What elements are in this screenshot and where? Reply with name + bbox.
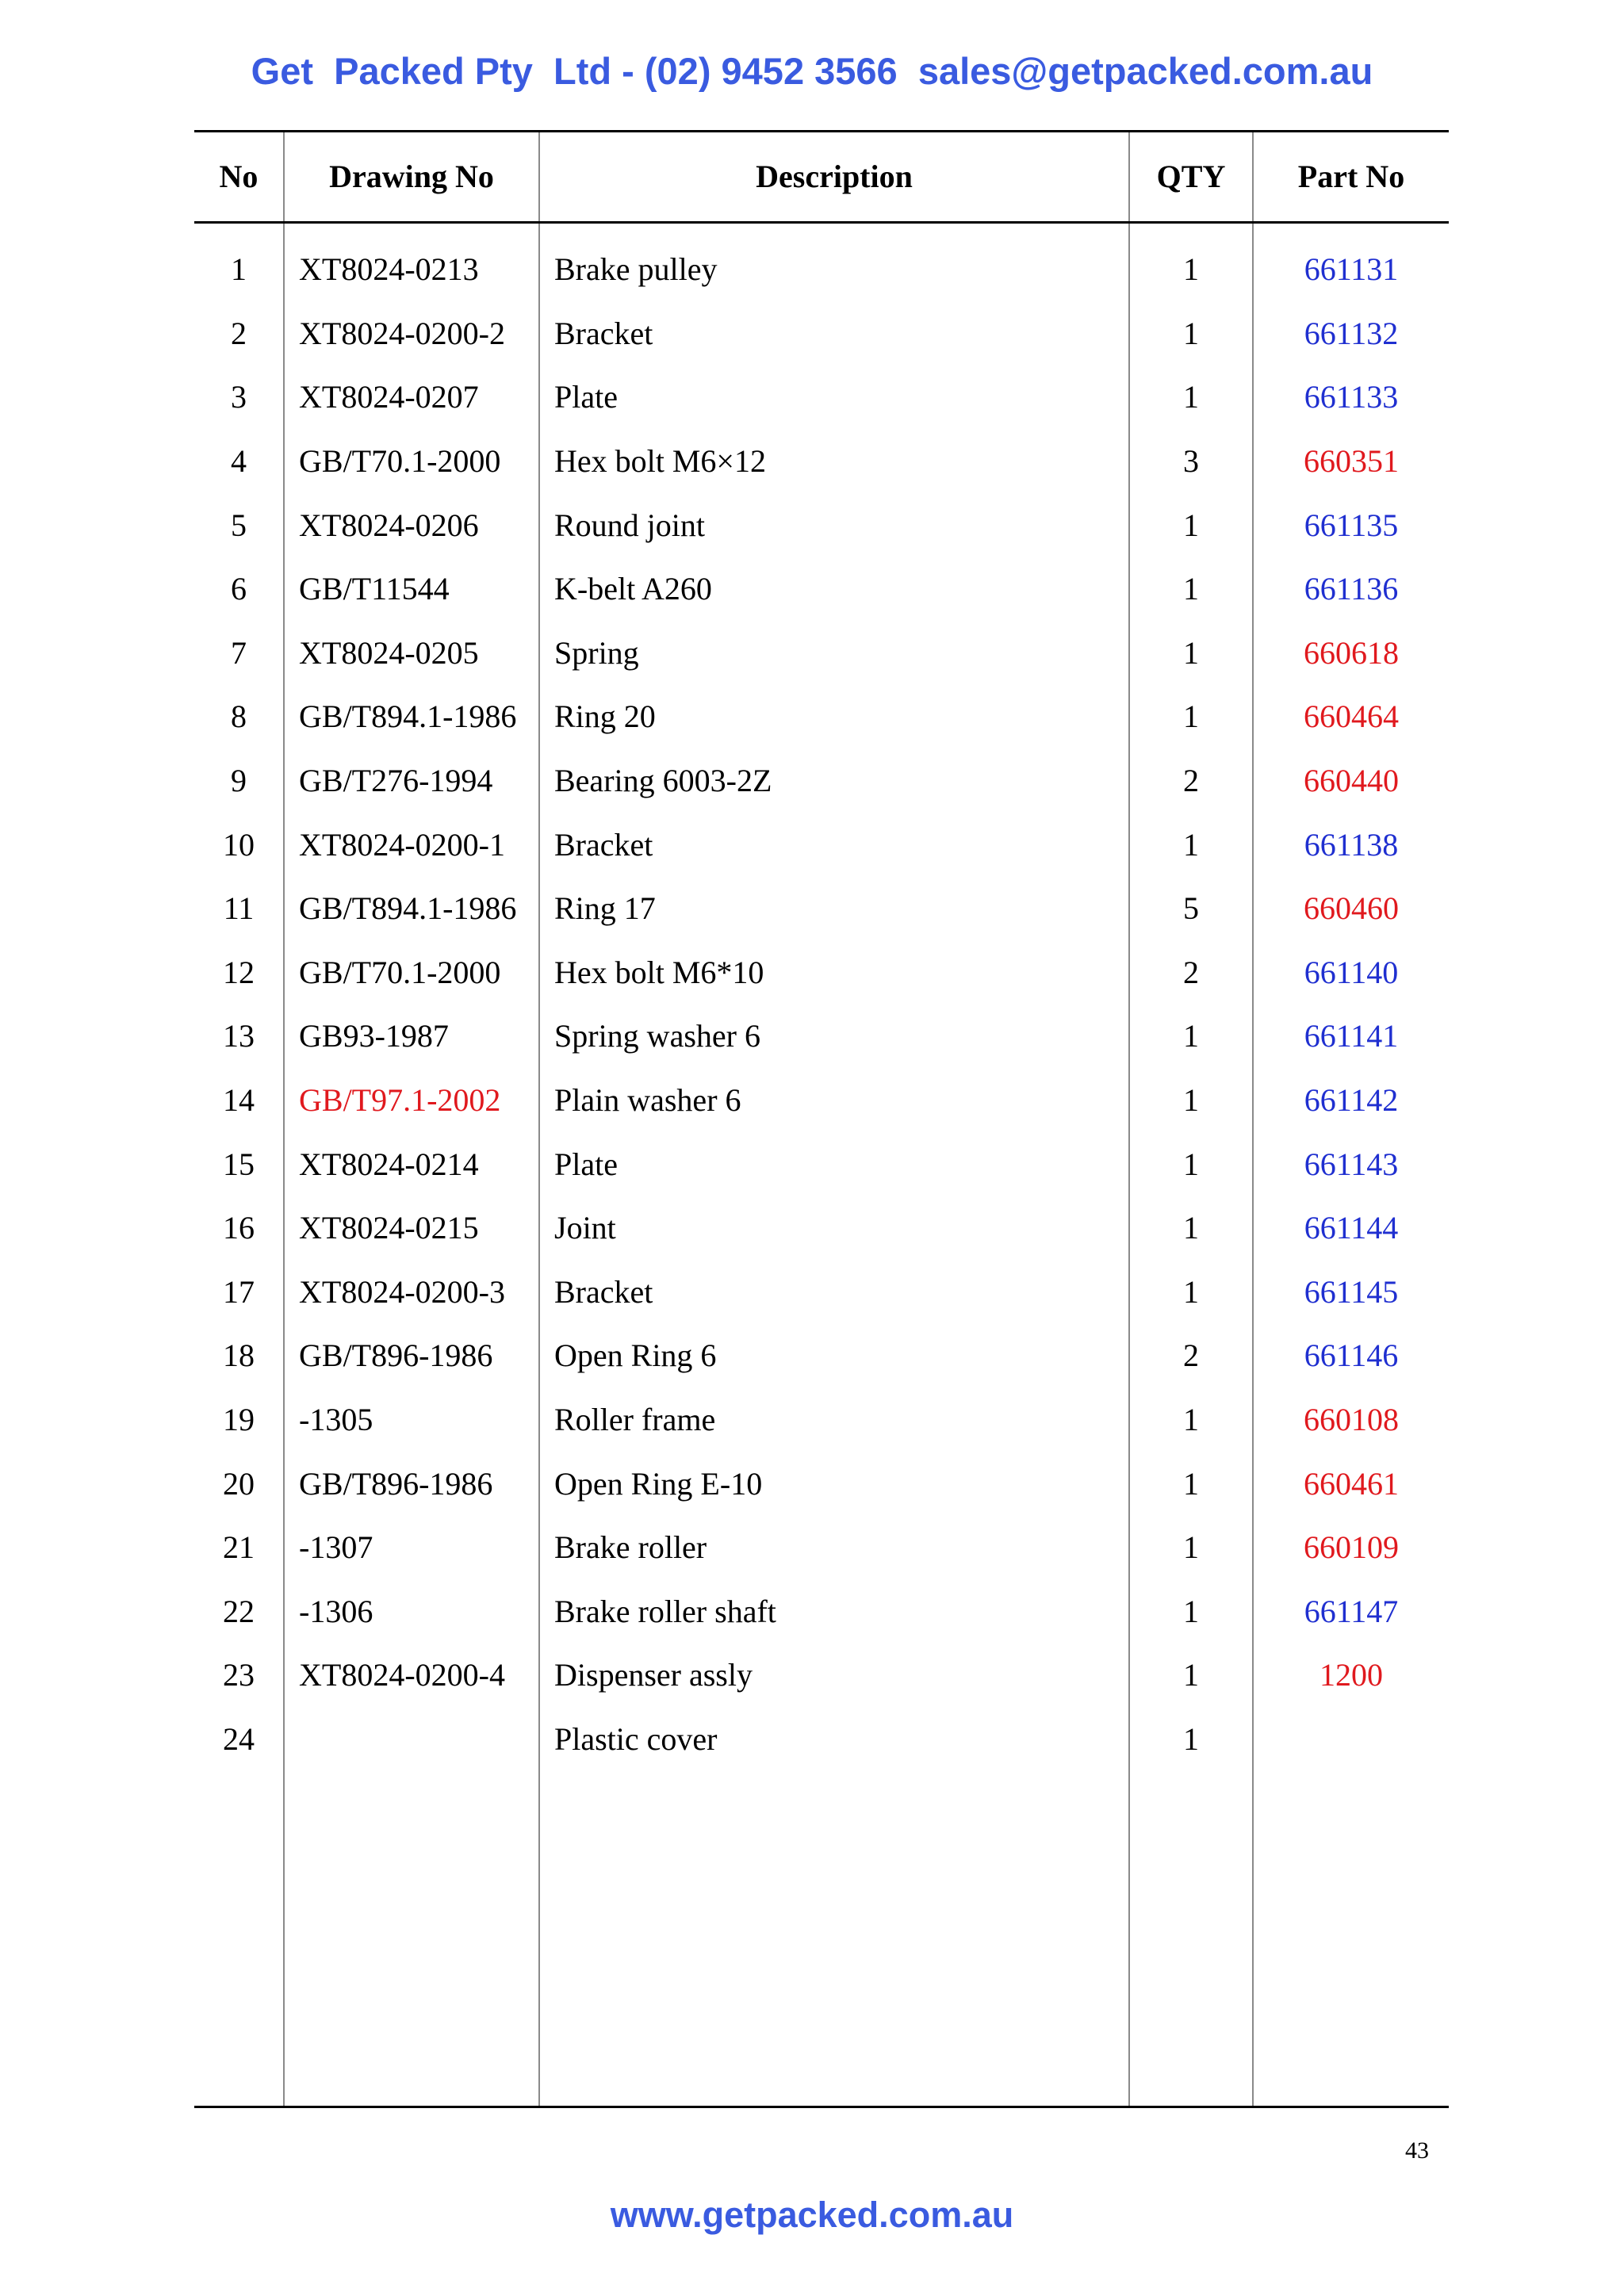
cell-drawing-no: GB/T97.1-2002 xyxy=(284,1069,539,1133)
column-header-description: Description xyxy=(539,132,1129,223)
cell-drawing-no: -1306 xyxy=(284,1579,539,1644)
cell-description: K-belt A260 xyxy=(539,557,1129,622)
cell-description: Dispenser assly xyxy=(539,1644,1129,1708)
cell-qty: 1 xyxy=(1129,223,1253,302)
cell-qty: 1 xyxy=(1129,1644,1253,1708)
column-header-no: No xyxy=(194,132,284,223)
cell-part-no: 661141 xyxy=(1253,1004,1449,1069)
table-row xyxy=(194,1452,1449,1516)
cell-qty: 2 xyxy=(1129,749,1253,813)
table-row xyxy=(194,1069,1449,1133)
table-row xyxy=(194,1132,1449,1196)
cell-drawing-no: -1307 xyxy=(284,1516,539,1580)
cell-qty: 1 xyxy=(1129,1388,1253,1452)
table-row xyxy=(194,749,1449,813)
cell-description: Open Ring 6 xyxy=(539,1324,1129,1388)
cell-drawing-no: GB/T894.1-1986 xyxy=(284,685,539,749)
table-filler-row xyxy=(194,1771,1449,2107)
cell-part-no: 661145 xyxy=(1253,1261,1449,1325)
table-row xyxy=(194,1324,1449,1388)
cell-qty: 5 xyxy=(1129,877,1253,941)
page-number: 43 xyxy=(1405,2137,1429,2164)
table-row xyxy=(194,941,1449,1005)
table-row xyxy=(194,1388,1449,1452)
cell-drawing-no: XT8024-0200-3 xyxy=(284,1261,539,1325)
table-row xyxy=(194,302,1449,366)
cell-drawing-no: XT8024-0214 xyxy=(284,1132,539,1196)
cell-qty: 1 xyxy=(1129,365,1253,430)
cell-qty: 1 xyxy=(1129,1069,1253,1133)
cell-no: 22 xyxy=(223,1593,255,1629)
column-header-drawing-no: Drawing No xyxy=(284,132,539,223)
table-row xyxy=(194,1516,1449,1580)
table-row xyxy=(194,223,1449,302)
cell-qty: 1 xyxy=(1129,1579,1253,1644)
table-row xyxy=(194,685,1449,749)
cell-qty: 3 xyxy=(1129,430,1253,494)
cell-no: 14 xyxy=(223,1082,255,1119)
cell-drawing-no: GB/T70.1-2000 xyxy=(284,941,539,1005)
cell-description: Open Ring E-10 xyxy=(539,1452,1129,1516)
table-row xyxy=(194,557,1449,622)
table-row xyxy=(194,877,1449,941)
cell-qty: 1 xyxy=(1129,1708,1253,1772)
cell-qty: 1 xyxy=(1129,1004,1253,1069)
cell-part-no: 660351 xyxy=(1253,430,1449,494)
table-row xyxy=(194,1004,1449,1069)
cell-part-no: 661132 xyxy=(1253,302,1449,366)
cell-drawing-no: GB/T276-1994 xyxy=(284,749,539,813)
table-row xyxy=(194,1708,1449,1772)
cell-part-no: 661133 xyxy=(1253,365,1449,430)
cell-description: Bracket xyxy=(539,1261,1129,1325)
cell-no: 10 xyxy=(223,826,255,863)
table-row xyxy=(194,1261,1449,1325)
cell-description: Spring xyxy=(539,622,1129,686)
table-row xyxy=(194,430,1449,494)
cell-description: Bearing 6003-2Z xyxy=(539,749,1129,813)
cell-no: 19 xyxy=(223,1401,255,1437)
cell-description: Brake pulley xyxy=(539,223,1129,302)
cell-part-no: 661143 xyxy=(1253,1132,1449,1196)
cell-drawing-no: XT8024-0206 xyxy=(284,493,539,557)
cell-no: 5 xyxy=(231,507,247,543)
page-header: Get Packed Pty Ltd - (02) 9452 3566 sales@getpacked.com.au xyxy=(251,50,1373,92)
cell-part-no: 660464 xyxy=(1253,685,1449,749)
cell-description: Ring 20 xyxy=(539,685,1129,749)
cell-qty: 1 xyxy=(1129,1452,1253,1516)
cell-description: Hex bolt M6×12 xyxy=(539,430,1129,494)
cell-no: 16 xyxy=(223,1210,255,1246)
cell-part-no: 661140 xyxy=(1253,941,1449,1005)
cell-qty: 2 xyxy=(1129,941,1253,1005)
cell-drawing-no: GB/T70.1-2000 xyxy=(284,430,539,494)
cell-description: Roller frame xyxy=(539,1388,1129,1452)
cell-drawing-no: XT8024-0215 xyxy=(284,1196,539,1261)
cell-no: 3 xyxy=(231,379,247,415)
table-row xyxy=(194,813,1449,877)
cell-description: Bracket xyxy=(539,302,1129,366)
cell-description: Round joint xyxy=(539,493,1129,557)
cell-no: 20 xyxy=(223,1465,255,1502)
cell-qty: 1 xyxy=(1129,493,1253,557)
cell-no: 9 xyxy=(231,763,247,799)
cell-part-no: 661131 xyxy=(1253,223,1449,302)
cell-description: Plate xyxy=(539,365,1129,430)
cell-qty: 1 xyxy=(1129,1132,1253,1196)
cell-part-no: 660460 xyxy=(1253,877,1449,941)
cell-part-no: 661136 xyxy=(1253,557,1449,622)
cell-no: 24 xyxy=(223,1720,255,1757)
cell-no: 17 xyxy=(223,1273,255,1310)
cell-qty: 1 xyxy=(1129,1516,1253,1580)
cell-part-no: 661135 xyxy=(1253,493,1449,557)
cell-part-no: 660461 xyxy=(1253,1452,1449,1516)
cell-drawing-no: GB/T11544 xyxy=(284,557,539,622)
cell-description: Joint xyxy=(539,1196,1129,1261)
cell-qty: 1 xyxy=(1129,1196,1253,1261)
cell-no: 21 xyxy=(223,1529,255,1566)
cell-part-no: 660108 xyxy=(1253,1388,1449,1452)
cell-drawing-no: XT8024-0200-2 xyxy=(284,302,539,366)
cell-drawing-no: XT8024-0205 xyxy=(284,622,539,686)
cell-no: 6 xyxy=(231,571,247,607)
column-header-part-no: Part No xyxy=(1253,132,1449,223)
cell-description: Spring washer 6 xyxy=(539,1004,1129,1069)
cell-qty: 1 xyxy=(1129,622,1253,686)
table-row xyxy=(194,1196,1449,1261)
cell-drawing-no: GB/T896-1986 xyxy=(284,1452,539,1516)
cell-description: Plate xyxy=(539,1132,1129,1196)
cell-no: 15 xyxy=(223,1146,255,1182)
table-row xyxy=(194,365,1449,430)
cell-drawing-no: XT8024-0207 xyxy=(284,365,539,430)
cell-drawing-no: GB93-1987 xyxy=(284,1004,539,1069)
cell-qty: 1 xyxy=(1129,302,1253,366)
cell-part-no: 661142 xyxy=(1253,1069,1449,1133)
cell-no: 18 xyxy=(223,1337,255,1374)
table-header-row xyxy=(194,132,1449,223)
cell-part-no: 660618 xyxy=(1253,622,1449,686)
cell-no: 7 xyxy=(231,634,247,671)
cell-part-no: 661146 xyxy=(1253,1324,1449,1388)
cell-description: Bracket xyxy=(539,813,1129,877)
cell-no: 1 xyxy=(231,251,247,288)
cell-description: Plain washer 6 xyxy=(539,1069,1129,1133)
cell-drawing-no: -1305 xyxy=(284,1388,539,1452)
column-header-qty: QTY xyxy=(1129,132,1253,223)
cell-part-no: 661147 xyxy=(1253,1579,1449,1644)
cell-drawing-no: GB/T894.1-1986 xyxy=(284,877,539,941)
cell-no: 11 xyxy=(223,890,255,927)
cell-part-no: 660109 xyxy=(1253,1516,1449,1580)
cell-part-no: 661144 xyxy=(1253,1196,1449,1261)
cell-description: Hex bolt M6*10 xyxy=(539,941,1129,1005)
cell-part-no: 1200 xyxy=(1253,1644,1449,1708)
cell-no: 4 xyxy=(231,443,247,480)
parts-table xyxy=(194,130,1449,2108)
footer-website: www.getpacked.com.au xyxy=(610,2195,1014,2235)
cell-no: 8 xyxy=(231,698,247,735)
cell-qty: 1 xyxy=(1129,1261,1253,1325)
cell-drawing-no: XT8024-0213 xyxy=(284,223,539,302)
cell-drawing-no: XT8024-0200-4 xyxy=(284,1644,539,1708)
cell-no: 23 xyxy=(223,1657,255,1693)
cell-qty: 1 xyxy=(1129,557,1253,622)
cell-part-no xyxy=(1253,1708,1449,1772)
cell-qty: 1 xyxy=(1129,685,1253,749)
cell-description: Plastic cover xyxy=(539,1708,1129,1772)
cell-drawing-no: GB/T896-1986 xyxy=(284,1324,539,1388)
cell-qty: 2 xyxy=(1129,1324,1253,1388)
table-row xyxy=(194,622,1449,686)
cell-qty: 1 xyxy=(1129,813,1253,877)
cell-no: 13 xyxy=(223,1018,255,1054)
cell-no: 12 xyxy=(223,954,255,990)
table-row xyxy=(194,1579,1449,1644)
table-row xyxy=(194,1644,1449,1708)
table-row xyxy=(194,493,1449,557)
cell-part-no: 661138 xyxy=(1253,813,1449,877)
cell-part-no: 660440 xyxy=(1253,749,1449,813)
cell-description: Ring 17 xyxy=(539,877,1129,941)
cell-drawing-no: XT8024-0200-1 xyxy=(284,813,539,877)
cell-description: Brake roller xyxy=(539,1516,1129,1580)
cell-no: 2 xyxy=(231,315,247,351)
cell-description: Brake roller shaft xyxy=(539,1579,1129,1644)
cell-drawing-no xyxy=(284,1708,539,1772)
